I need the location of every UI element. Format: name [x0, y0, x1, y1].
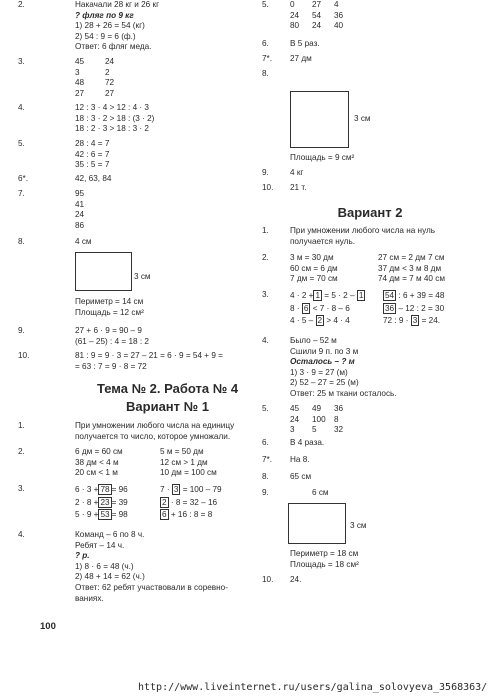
variant-2-title: Вариант 2: [337, 205, 403, 220]
square-figure: [290, 91, 349, 148]
variant1-task2-right: 5 м = 50 дм 12 см > 1 дм 10 дм = 100 см: [160, 447, 217, 478]
task-number: 7.: [18, 189, 25, 198]
variant2-task2-left: 3 м = 30 дм 60 см = 6 дм 7 дм = 70 см: [290, 253, 338, 284]
rect2-side-label: 3 см: [350, 521, 367, 530]
variant1-task1-text: При умножении любого числа на единицу получается то число, которое умножали.: [75, 421, 235, 441]
task-number: 10.: [18, 351, 30, 360]
variant2-task5-table: 45 49 36 24 100 8 3 5 32: [290, 404, 344, 435]
topic-title: Тема № 2. Работа № 4: [96, 381, 239, 396]
answer-box: 1: [315, 291, 321, 300]
task-number: 9.: [262, 488, 269, 497]
rectangle-figure-2: [288, 503, 346, 544]
rectangle-figure: [75, 252, 132, 291]
variant2-task2-right: 27 см = 2 дм 7 см 37 дм < 3 м 8 дм 74 дм = 7 м 40 см: [378, 253, 445, 284]
square-side-label: 3 см: [354, 114, 371, 123]
task-number: 1.: [18, 421, 25, 430]
variant2-task6-answer: В 4 раза.: [290, 438, 325, 447]
variant1-task2-left: 6 дм = 60 см 38 дм < 4 м 20 см < 1 м: [75, 447, 123, 478]
task-number: 10.: [262, 575, 274, 584]
square-area-result: Площадь = 9 см²: [290, 153, 355, 162]
answer-box: 23: [100, 497, 110, 507]
right-task6-answer: В 5 раз.: [290, 39, 320, 48]
variant2-task3-right: 54 : 6 + 39 = 48 36 – 12 : 2 = 30 72 : 9 · 3 = 24.: [383, 291, 445, 325]
task-4-comparisons: 12 : 3 · 4 > 12 : 4 · 3 18 : 3 · 2 > 18 : (3 · 2) 18 : 2 · 3 > 18 : 3 · 2: [75, 103, 155, 134]
task-10-chain: 81 : 9 = 9 · 3 = 27 – 21 = 6 · 9 = 54 + 9 = = 63 : 7 = 9 · 8 = 72: [75, 351, 223, 371]
right-task9-answer: 4 кг: [290, 168, 304, 177]
task-number: 7*.: [262, 54, 273, 63]
answer-box: 36: [385, 303, 395, 313]
answer-box: 2: [162, 497, 167, 507]
task-number: 2.: [18, 0, 25, 9]
variant2-task3-left: 4 · 2 + 1 = 5 · 2 – 1 8 · 6 < 7 · 8 – 6 4 · 5 – 2 > 4 · 4: [290, 291, 364, 325]
task-6-answer: 42, 63, 84: [75, 174, 112, 183]
task-number: 2.: [18, 447, 25, 456]
task-number: 4.: [18, 530, 25, 539]
task-number: 3.: [18, 57, 25, 66]
answer-box: 6: [162, 510, 167, 519]
task-number: 8.: [262, 69, 269, 78]
answer-box: 3: [173, 485, 179, 494]
perimeter-result: Периметр = 14 см: [75, 297, 144, 306]
task-7-answers: 95 41 24 86: [75, 189, 85, 230]
task-number: 5.: [18, 139, 25, 148]
area-result-2: Площадь = 18 см²: [290, 560, 359, 569]
rect2-top-label: 6 см: [312, 488, 329, 497]
task-number: 6.: [262, 438, 269, 447]
variant2-task1-text: При умножении любого числа на нуль получается нуль.: [290, 226, 436, 246]
page-number: 100: [40, 621, 56, 632]
task-number: 5.: [262, 404, 269, 413]
task-number: 3.: [262, 290, 269, 299]
task-9-chain: 27 + 6 · 9 = 90 – 9 (61 – 25) : 4 = 18 : 2: [75, 326, 149, 346]
task-number: 4.: [18, 103, 25, 112]
right-task10-answer: 21 т.: [290, 183, 307, 192]
rect-side-label: 3 см: [134, 272, 151, 281]
variant1-task3-right: 7 · 3 = 100 – 79 2 · 8 = 32 – 16 6 + 16 : 8 = 8: [160, 485, 222, 519]
task-number: 6*.: [18, 174, 29, 183]
task-number: 5.: [262, 0, 269, 9]
task-number: 9.: [18, 326, 25, 335]
answer-box: 1: [358, 291, 364, 300]
task-2-text: Накачали 28 кг и 26 кг ? фляг по 9 кг 1) 28 + 26 = 54 (кг) 2) 54 : 9 = 6 (ф.) Ответ: 6 фляг меда.: [75, 0, 160, 52]
right-task7-answer: 27 дм: [290, 54, 312, 63]
perimeter-result-2: Периметр = 18 см: [290, 549, 359, 558]
task-number: 9.: [262, 168, 269, 177]
task-number: 8.: [262, 472, 269, 481]
answer-box: 54: [385, 291, 395, 300]
task-number: 6.: [262, 39, 269, 48]
task-number: 10.: [262, 183, 274, 192]
variant2-task4-solution: Было – 52 м Сшили 9 п. по 3 м Осталось – ? м 1) 3 · 9 = 27 (м) 2) 52 – 27 = 25 (м) Ответ: 25 м ткани осталось.: [290, 336, 397, 398]
variant-1-title: Вариант № 1: [126, 399, 209, 414]
answer-box: 53: [100, 510, 110, 519]
rect-top-label: 4 см: [75, 237, 92, 246]
source-url-link[interactable]: http://www.liveinternet.ru/users/galina_solovyeva_3568363/: [138, 682, 488, 693]
task-number: 7*.: [262, 455, 273, 464]
right-task5-table: 0 27 4 24 54 36 80 24 40: [290, 0, 344, 31]
area-result: Площадь = 12 см²: [75, 308, 144, 317]
answer-box: 78: [100, 485, 110, 494]
task-number: 8.: [18, 237, 25, 246]
task-number: 3.: [18, 484, 25, 493]
answer-box: 6: [303, 303, 309, 313]
variant2-task8-answer: 65 см: [290, 472, 312, 481]
task-number: 2.: [262, 253, 269, 262]
variant2-task10-answer: 24.: [290, 575, 302, 584]
task-5-equations: 28 : 4 = 7 42 : 6 = 7 35 : 5 = 7: [75, 139, 110, 170]
answer-box: 2: [317, 316, 323, 325]
task-3-columns: 45 24 3 2 48 72 27 27: [75, 57, 115, 98]
task-number: 4.: [262, 336, 269, 345]
variant1-task4-solution: Команд – 6 по 8 ч. Ребят – 14 ч. ? р. 1) 8 · 6 = 48 (ч.) 2) 48 + 14 = 62 (ч.) Ответ: 62 ребят участвовали в соревно- ваниях.: [75, 530, 228, 603]
variant2-task7-answer: На 8.: [290, 455, 310, 464]
variant1-task3-left: 6 · 3 + 78 = 96 2 · 8 + 23 = 39 5 · 9 + 53 = 98: [75, 485, 128, 519]
answer-box: 3: [412, 316, 418, 325]
task-number: 1.: [262, 226, 269, 235]
